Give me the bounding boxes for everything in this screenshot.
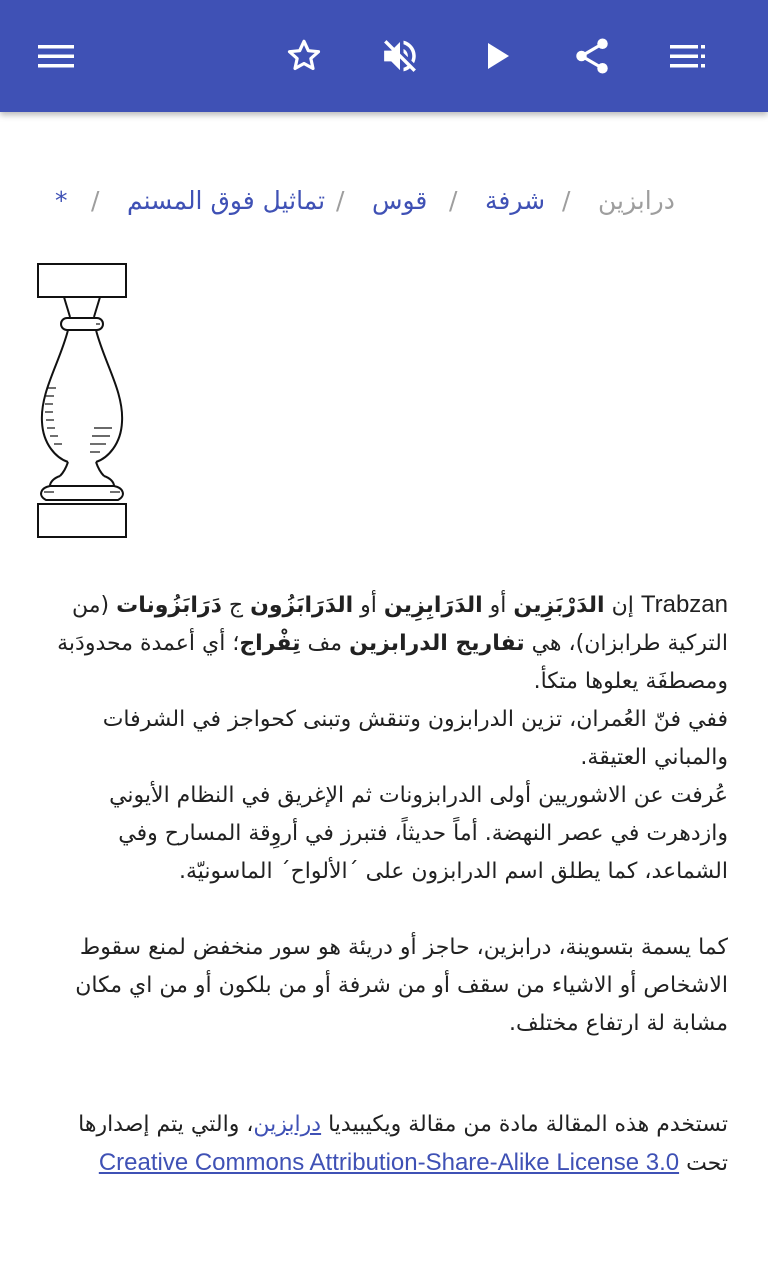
breadcrumb-link-balcony[interactable]: شرفة [485, 186, 546, 215]
breadcrumb-link-more[interactable]: * [55, 186, 68, 215]
term-bold: الدَرْبَزِين [513, 593, 605, 618]
term-bold: دَرَابَزُونات [116, 593, 222, 618]
license-link[interactable]: Creative Commons Attribution-Share-Alike License 3.0 [98, 1149, 680, 1176]
article-body [34, 586, 728, 1043]
breadcrumb-current: درابزين [598, 186, 675, 215]
term-bold: الدَرَابِزِين [383, 593, 483, 618]
breadcrumb-separator: / [91, 186, 100, 215]
breadcrumb-link-statues[interactable]: تماثيل فوق المسنم [127, 186, 326, 215]
share-icon[interactable] [568, 32, 616, 80]
license-attribution: تستخدم هذه المقالة مادة من مقالة ويكيبيديا درابزين، والتي يتم إصدارها تحت Creative Commons Attribution-Share-Alike License 3.0 [78, 1112, 728, 1176]
playlist-icon[interactable] [664, 32, 712, 80]
term-bold: تفاريج الدرابزين [349, 631, 525, 656]
breadcrumb [0, 176, 768, 226]
menu-icon[interactable] [32, 32, 80, 80]
baluster-illustration [34, 262, 130, 540]
term-bold: تِفْراج [239, 631, 301, 656]
article-paragraph: عُرفت عن الاشوريين أولى الدرابزونات ثم الإغريق في النظام الأيوني وازدهرت في عصر النهضة. أماً حديثاً، فتبرز في أروِقة المسارح وفي الشماعد، كما يطلق اسم الدرابزون على ´الألواح´ الماسونيّة. [109, 783, 728, 884]
breadcrumb-separator: / [562, 186, 571, 215]
term-bold: الدَرَابَزُون [250, 593, 354, 618]
star-outline-icon[interactable] [280, 32, 328, 80]
app-bar [0, 0, 768, 112]
article-paragraph: كما يسمة بتسوينة، درابزين، حاجز أو دريئة هو سور منخفض لمنع سقوط الاشخاص أو الاشياء من سقف أو من شرفة أو من بلكون أو من اي مكان مشابة لة ارتفاع مختلف. [75, 935, 728, 1036]
volume-off-icon[interactable] [376, 32, 424, 80]
breadcrumb-separator: / [449, 186, 458, 215]
article-paragraph-intro: Trabzan إن الدَرْبَزِين أو الدَرَابِزِين أو الدَرَابَزُون ج دَرَابَزُونات (من التركية طرابزان)، هي تفاريج الدرابزين مف تِفْراج؛ أي أعمدة محدودَبة ومصطفَة يعلوها متكأ. [57, 591, 728, 694]
play-icon[interactable] [474, 32, 522, 80]
latin-term: Trabzan [640, 591, 728, 618]
breadcrumb-separator: / [336, 186, 345, 215]
article-paragraph: ففي فنّ العُمران، تزين الدرابزون وتنقش وتبنى كحواجز في الشرفات والمباني العتيقة. [102, 707, 728, 770]
wikipedia-article-link[interactable]: درابزين [253, 1112, 322, 1137]
breadcrumb-link-arch[interactable]: قوس [372, 186, 428, 215]
